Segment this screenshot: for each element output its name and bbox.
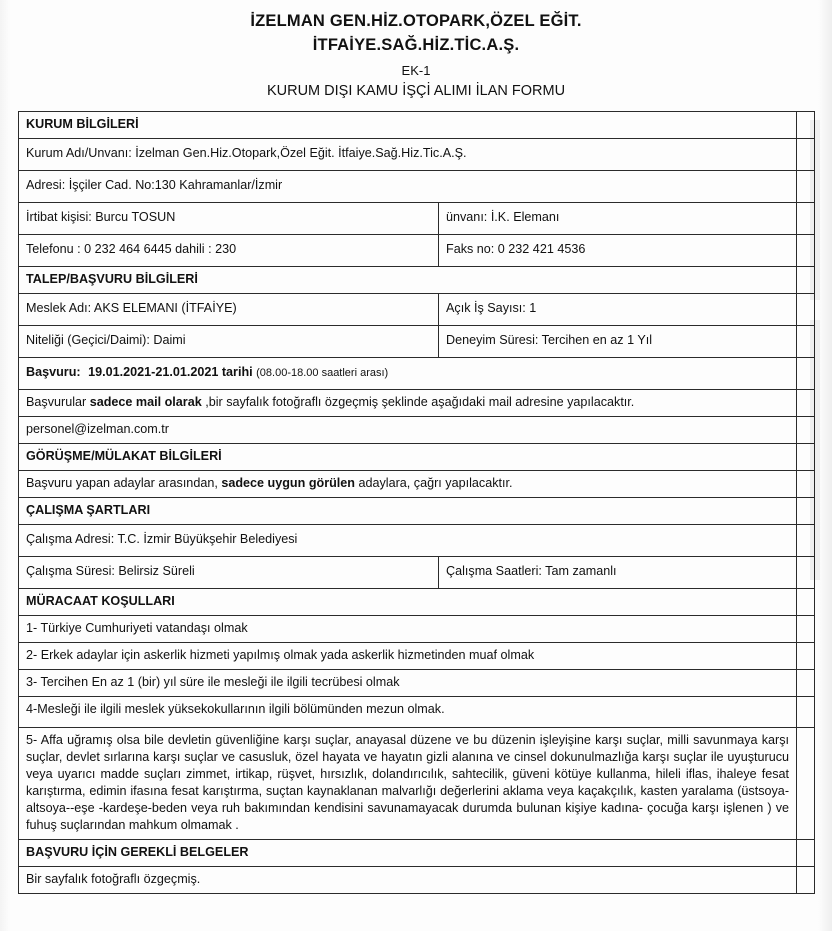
margin-cell — [797, 357, 815, 389]
table-row-belge-1 — [19, 866, 815, 893]
value-adres: İşçiler Cad. No:130 Kahramanlar/İzmir — [68, 178, 283, 193]
field-adres — [19, 170, 797, 202]
section-header-calisma-sartlari: ÇALIŞMA ŞARTLARI — [19, 497, 797, 524]
margin-cell — [797, 138, 815, 170]
condition-item-5: 5- Affa uğramış olsa bile devletin güvenliğine karşı suçlar, anayasal düzene ve bu düzenin işleyişine karşı suçlar, milli savunmaya karşı suçlar, devlet sırlarına karşı suçlar ve casusluk, özel hayata ve hayatın gizli alanına ve cinsel dokunulmazlığa karşı suçlar ile uyuşturucu veya uyarıcı madde suçları zimmet, irtikap, rüşvet, hırsızlık, dolandırıcılık, sahtecilik, güveni kötüye kullanma, hileli iflas, ihaleye fesat karıştırma, edimin ifasına fesat karıştırma, suçtan kaynaklanan malvarlığı değerlerini aklama veya kaçakçılık, kasten yaralama (üstsoya-altsoya--eşe -kardeşe-beden veya ruh bakımından kendisini savunamayacak durumda bulunan kişiye kadına- çocuğa karşı işlenen ) ve fuhuş suçlarından mahkum olmamak . — [19, 727, 797, 839]
form-title: KURUM DIŞI KAMU İŞÇİ ALIMI İLAN FORMU — [266, 82, 566, 99]
section-row-gorusme — [19, 443, 815, 470]
value-unvani: İ.K. Elemanı — [490, 210, 560, 225]
margin-cell — [797, 389, 815, 416]
margin-cell — [797, 234, 815, 266]
label-faks: Faks no: — [446, 242, 495, 257]
section-header-kurum-bilgileri: KURUM BİLGİLERİ — [19, 111, 797, 138]
label-unvani: ünvanı: — [446, 210, 488, 225]
margin-cell — [797, 866, 815, 893]
label-telefon: Telefonu : — [26, 242, 81, 257]
table-row-kosul-5 — [19, 727, 815, 839]
section-row-muracaat-kosullari — [19, 588, 815, 615]
section-row-calisma-sartlari — [19, 497, 815, 524]
label-acik-is-sayisi: Açık İş Sayısı: — [446, 301, 526, 316]
margin-cell — [797, 325, 815, 357]
field-calisma-saatleri — [439, 556, 797, 588]
value-telefon: 0 232 464 6445 dahili : 230 — [84, 242, 237, 257]
field-telefon — [19, 234, 439, 266]
margin-cell — [797, 416, 815, 443]
margin-cell — [797, 170, 815, 202]
section-header-muracaat-kosullari: MÜRACAAT KOŞULLARI — [19, 588, 797, 615]
margin-cell — [797, 497, 815, 524]
organization-name-line2: İTFAİYE.SAĞ.HİZ.TİC.A.Ş. — [312, 35, 520, 54]
margin-cell — [797, 696, 815, 727]
table-row-adres — [19, 170, 815, 202]
margin-cell — [797, 839, 815, 866]
margin-cell — [797, 293, 815, 325]
value-faks: 0 232 421 4536 — [497, 242, 586, 257]
organization-name-line1: İZELMAN GEN.HİZ.OTOPARK,ÖZEL EĞİT. — [250, 12, 582, 30]
basvuru-aciklama-part2: ,bir sayfalık fotoğraflı özgeçmiş şeklinde aşağıdaki mail adresine yapılacaktır. — [201, 394, 635, 409]
annex-label: EK-1 — [401, 62, 431, 78]
table-row-telefon — [19, 234, 815, 266]
field-basvuru-tarihi — [19, 357, 797, 389]
label-meslek-adi: Meslek Adı: — [26, 301, 92, 316]
margin-cell — [797, 470, 815, 497]
value-calisma-adresi: T.C. İzmir Büyükşehir Belediyesi — [117, 532, 298, 547]
scan-edge-shadow-right — [818, 0, 832, 931]
label-irtibat-kisisi: İrtibat kişisi: — [26, 210, 92, 225]
field-irtibat-kisisi — [19, 202, 439, 234]
label-adres: Adresi: — [26, 178, 66, 193]
form-table — [18, 111, 815, 894]
label-deneyim-suresi: Deneyim Süresi: — [446, 333, 539, 348]
field-nitelik — [19, 325, 439, 357]
field-meslek-adi — [19, 293, 439, 325]
label-calisma-suresi: Çalışma Süresi: — [26, 564, 115, 579]
margin-cell — [797, 588, 815, 615]
basvuru-aciklama-part1: Başvurular — [26, 394, 90, 409]
margin-cell — [797, 615, 815, 642]
table-row-basvuru-aciklama — [19, 389, 815, 416]
label-calisma-adresi: Çalışma Adresi: — [26, 532, 115, 547]
table-row-kosul-4 — [19, 696, 815, 727]
table-row-calisma-adresi — [19, 524, 815, 556]
value-meslek-adi: AKS ELEMANI (İTFAİYE) — [93, 301, 237, 316]
label-basvuru: Başvuru: — [26, 365, 81, 380]
value-basvuru-tarihi: 19.01.2021-21.01.2021 tarihi — [88, 365, 253, 380]
section-header-gorusme: GÖRÜŞME/MÜLAKAT BİLGİLERİ — [19, 443, 797, 470]
section-row-gerekli-belgeler — [19, 839, 815, 866]
field-basvuru-aciklama — [19, 389, 797, 416]
gorusme-bold: sadece uygun görülen — [221, 475, 355, 490]
table-row-mail — [19, 416, 815, 443]
table-row-gorusme-aciklama — [19, 470, 815, 497]
condition-item-2: 2- Erkek adaylar için askerlik hizmeti yapılmış olmak yada askerlik hizmetinden muaf olmak — [19, 642, 797, 669]
margin-cell — [797, 111, 815, 138]
table-row-kosul-2 — [19, 642, 815, 669]
field-calisma-adresi — [19, 524, 797, 556]
margin-cell — [797, 669, 815, 696]
value-basvuru-saat-notu: (08.00-18.00 saatleri arası) — [256, 367, 389, 380]
gorusme-part1: Başvuru yapan adaylar arasından, — [26, 475, 222, 490]
value-calisma-saatleri: Tam zamanlı — [545, 564, 617, 579]
section-header-gerekli-belgeler: BAŞVURU İÇİN GEREKLİ BELGELER — [19, 839, 797, 866]
table-row-irtibat — [19, 202, 815, 234]
label-calisma-saatleri: Çalışma Saatleri: — [446, 564, 542, 579]
field-unvani — [439, 202, 797, 234]
margin-cell — [797, 443, 815, 470]
margin-cell — [797, 202, 815, 234]
basvuru-aciklama-bold: sadece mail olarak — [89, 394, 202, 409]
label-nitelik: Niteliği (Geçici/Daimi): — [26, 333, 150, 348]
section-header-talep-basvuru: TALEP/BAŞVURU BİLGİLERİ — [19, 266, 797, 293]
field-calisma-suresi — [19, 556, 439, 588]
margin-cell — [797, 524, 815, 556]
section-row-talep-basvuru — [19, 266, 815, 293]
value-calisma-suresi: Belirsiz Süreli — [118, 564, 195, 579]
condition-item-1: 1- Türkiye Cumhuriyeti vatandaşı olmak — [19, 615, 797, 642]
condition-item-3: 3- Tercihen En az 1 (bir) yıl süre ile mesleği ile ilgili tecrübesi olmak — [19, 669, 797, 696]
value-acik-is-sayisi: 1 — [529, 301, 537, 316]
field-kurum-adi — [19, 138, 797, 170]
field-acik-is-sayisi — [439, 293, 797, 325]
margin-cell — [797, 266, 815, 293]
table-row-nitelik — [19, 325, 815, 357]
gorusme-part2: adaylara, çağrı yapılacaktır. — [355, 475, 513, 490]
value-kurum-adi: İzelman Gen.Hiz.Otopark,Özel Eğit. İtfaiye.Sağ.Hiz.Tic.A.Ş. — [135, 146, 467, 161]
value-irtibat-kisisi: Burcu TOSUN — [95, 210, 176, 225]
value-deneyim-suresi: Tercihen en az 1 Yıl — [541, 333, 653, 348]
scan-edge-shadow-left — [0, 0, 10, 931]
margin-cell — [797, 642, 815, 669]
table-row-basvuru-tarihi — [19, 357, 815, 389]
document-header — [0, 0, 832, 101]
document-item-1: Bir sayfalık fotoğraflı özgeçmiş. — [19, 866, 797, 893]
field-faks — [439, 234, 797, 266]
condition-item-4: 4-Mesleği ile ilgili meslek yüksekokullarının ilgili bölümünden mezun olmak. — [19, 696, 797, 727]
field-gorusme-aciklama — [19, 470, 797, 497]
table-row-meslek — [19, 293, 815, 325]
field-mail-adresi[interactable]: personel@izelman.com.tr — [19, 416, 797, 443]
value-nitelik: Daimi — [153, 333, 186, 348]
table-row-calisma-suresi — [19, 556, 815, 588]
table-row-kosul-1 — [19, 615, 815, 642]
margin-cell — [797, 556, 815, 588]
table-row-kurum-adi — [19, 138, 815, 170]
table-row-kosul-3 — [19, 669, 815, 696]
section-row-kurum-bilgileri — [19, 111, 815, 138]
margin-cell — [797, 727, 815, 839]
label-kurum-adi: Kurum Adı/Unvanı: — [26, 146, 132, 161]
field-deneyim-suresi — [439, 325, 797, 357]
